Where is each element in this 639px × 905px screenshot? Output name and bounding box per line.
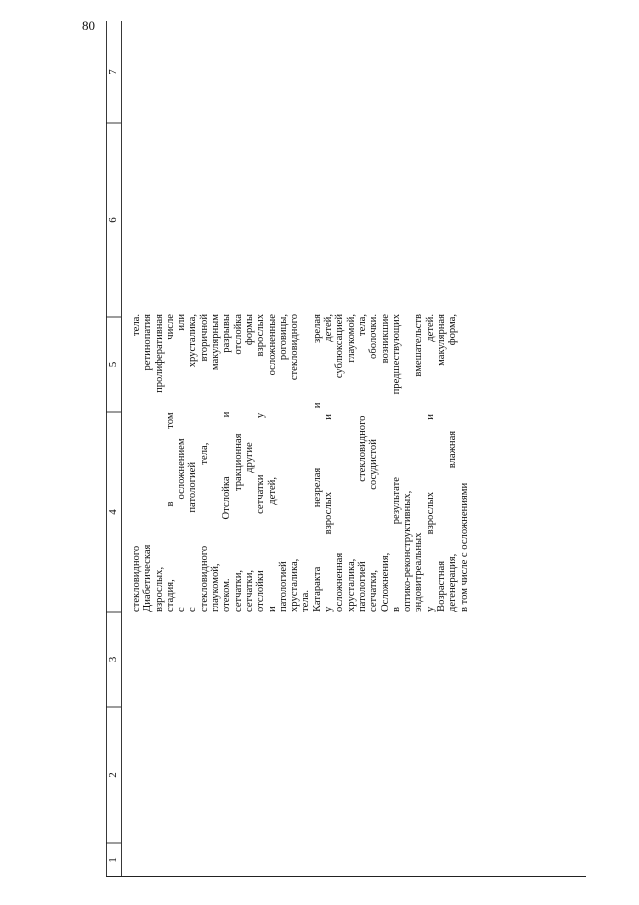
column-number-1: 1 bbox=[107, 857, 119, 863]
cell-text-line: стекловидного тела, вторичной bbox=[198, 314, 210, 612]
cell-text-line: с патологией хрусталика, bbox=[187, 314, 199, 612]
column-number-6: 6 bbox=[107, 217, 119, 223]
column-number-2: 2 bbox=[107, 772, 119, 778]
cell-text-line: отеком. Отслойка и разрывы bbox=[221, 314, 233, 612]
cell-text-line: оптико-реконструктивных, bbox=[402, 490, 414, 612]
page-number: 80 bbox=[82, 18, 95, 33]
cell-text-line: сетчатки, тракционная отслойка bbox=[232, 314, 244, 612]
cell-text-line: дегенерация, влажная форма, bbox=[447, 314, 459, 612]
rotated-table bbox=[106, 21, 586, 877]
cell-text-line: у взрослых и детей. bbox=[424, 314, 436, 612]
diagnosis-cell bbox=[131, 314, 470, 612]
cell-text-line: осложненная сублюксацией bbox=[334, 314, 346, 612]
cell-text-line: отслойки сетчатки у взрослых bbox=[255, 314, 267, 612]
column-number-4: 4 bbox=[107, 509, 119, 515]
cell-text-line: и детей, осложненные bbox=[266, 314, 278, 612]
cell-text-line: Катаракта незрелая и зрелая bbox=[311, 314, 323, 612]
cell-text-line: сетчатки, сосудистой оболочки. bbox=[368, 314, 380, 612]
cell-text-line: хрусталика, глаукомой, bbox=[345, 314, 357, 612]
cell-text-line: эндовитреальных вмешательств bbox=[413, 314, 425, 612]
cell-text-line: глаукомой, макулярным bbox=[210, 314, 222, 612]
cell-text-line: взрослых, пролиферативная bbox=[153, 314, 165, 612]
column-number-7: 7 bbox=[107, 69, 119, 75]
column-number-3: 3 bbox=[107, 656, 119, 663]
cell-text-line: стадия, в том числе bbox=[164, 314, 176, 612]
cell-text-line: патологией роговицы, bbox=[277, 314, 289, 612]
cell-text-line: у взрослых и детей, bbox=[323, 314, 335, 612]
cell-text-line: Возрастная макулярная bbox=[436, 314, 448, 612]
cell-text-line: с осложнением или bbox=[176, 314, 188, 612]
cell-text-line: Диабетическая ретинопатия bbox=[142, 314, 154, 612]
cell-text-line: тела. bbox=[300, 590, 312, 612]
cell-text-line: стекловидного тела. bbox=[131, 314, 142, 612]
cell-text-line: в результате предшествующих bbox=[390, 314, 402, 612]
cell-text-line: хрусталика, стекловидного bbox=[289, 314, 301, 612]
column-number-5: 5 bbox=[107, 361, 119, 368]
cell-text-line: Осложнения, возникшие bbox=[379, 314, 391, 612]
cell-text-line: в том числе с осложнениями bbox=[458, 482, 470, 612]
cell-text-line: патологией стекловидного тела, bbox=[356, 314, 368, 612]
cell-text-line: сетчатки, другие формы bbox=[243, 314, 255, 612]
